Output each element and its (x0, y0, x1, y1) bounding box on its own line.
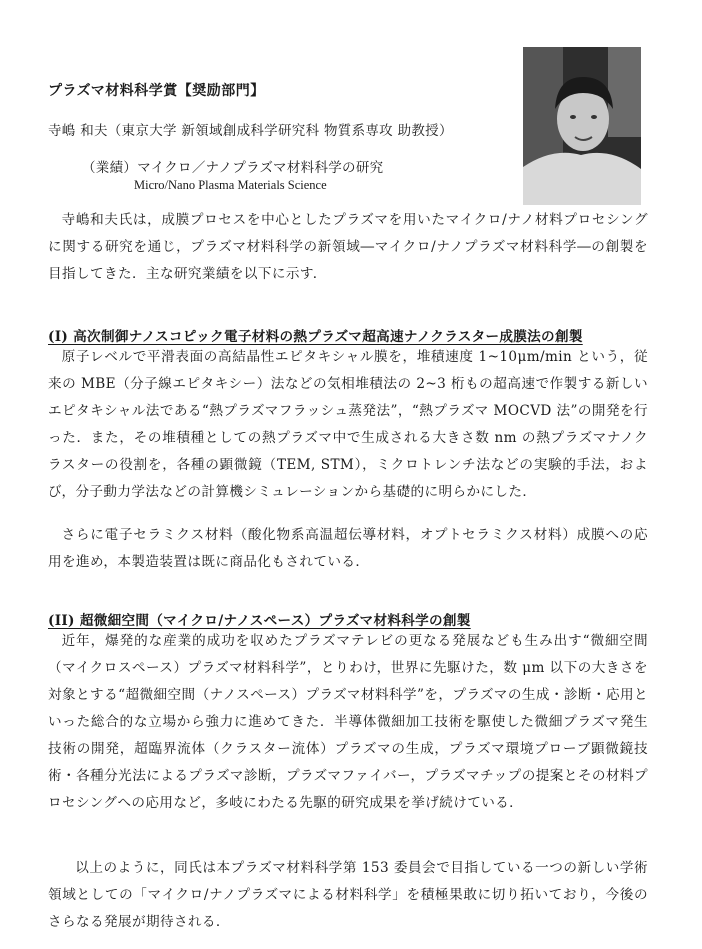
intro-paragraph: 寺嶋和夫氏は，成膜プロセスを中心としたプラズマを用いたマイクロ/ナノ材料プロセシングに関する研究を通じ，プラズマ材料科学の新領域―マイクロ/ナノプラズマ材料科学―の創製を目指してきた．主な研究業績を以下に示す． (48, 212, 648, 282)
portrait-photo (523, 47, 641, 205)
section-2-paragraph: 近年，爆発的な産業的成功を収めたプラズマテレビの更なる発展なども生み出す“微細空間（マイクロスペース）プラズマ材料科学”，とりわけ，世界に先駆けた，数 μm 以下の大きさを対象とする“超微細空間（ナノスペース）プラズマ材料科学”を，プラズマの生成・診断・応用といった総合的な立場から強力に進めてきた．半導体微細加工技術を駆使した微細プラズマ発生技術の開発，超臨界流体（クラスター流体）プラズマの生成，プラズマ環境プローブ顕微鏡技術・各種分光法によるプラズマ診断，プラズマファイバー，プラズマチップの提案とその材料プロセシングへの応用など，多岐にわたる先駆的研究成果を挙げ続けている． (48, 633, 648, 811)
conclusion-paragraph: 以上のように，同氏は本プラズマ材料科学第 153 委員会で目指している一つの新しい学術領域としての「マイクロ/ナノプラズマによる材料科学」を積極果敢に切り拓いており，今後のさらなる発展が期待される． (48, 860, 648, 930)
award-title: プラズマ材料科学賞【奨励部門】 (48, 83, 265, 99)
achievement-title: （業績）マイクロ／ナノプラズマ材料科学の研究 (82, 160, 384, 176)
recipient-line: 寺嶋 和夫（東京大学 新領域創成科学研究科 物質系専攻 助教授） (48, 123, 453, 139)
section-1-paragraph-1: 原子レベルで平滑表面の高結晶性エピタキシャル膜を，堆積速度 1~10μm/min という，従来の MBE（分子線エピタキシー）法などの気相堆積法の 2~3 桁もの超高速で作製する新しいエピタキシャル法である“熱プラズマフラッシュ蒸発法”，“熱プラズマ MOCVD 法”の開発を行った．また，その堆積種としての熱プラズマ中で生成される大きさ数 nm の熱プラズマナノクラスターの役割を，各種の顕微鏡（TEM, STM），ミクロトレンチ法などの実験的手法，および，分子動力学法などの計算機シミュレーションから基礎的に明らかにした． (48, 349, 648, 500)
section-2-heading: (II) 超微細空間（マイクロ/ナノスペース）プラズマ材料科学の創製 (48, 613, 471, 629)
achievement-title-english: Micro/Nano Plasma Materials Science (134, 178, 327, 192)
section-1-paragraph-2: さらに電子セラミクス材料（酸化物系高温超伝導材料，オプトセラミクス材料）成膜への応用を進め，本製造装置は既に商品化もされている． (48, 527, 648, 570)
section-1-heading: (I) 高次制御ナノスコピック電子材料の熱プラズマ超高速ナノクラスター成膜法の創製 (48, 329, 583, 345)
